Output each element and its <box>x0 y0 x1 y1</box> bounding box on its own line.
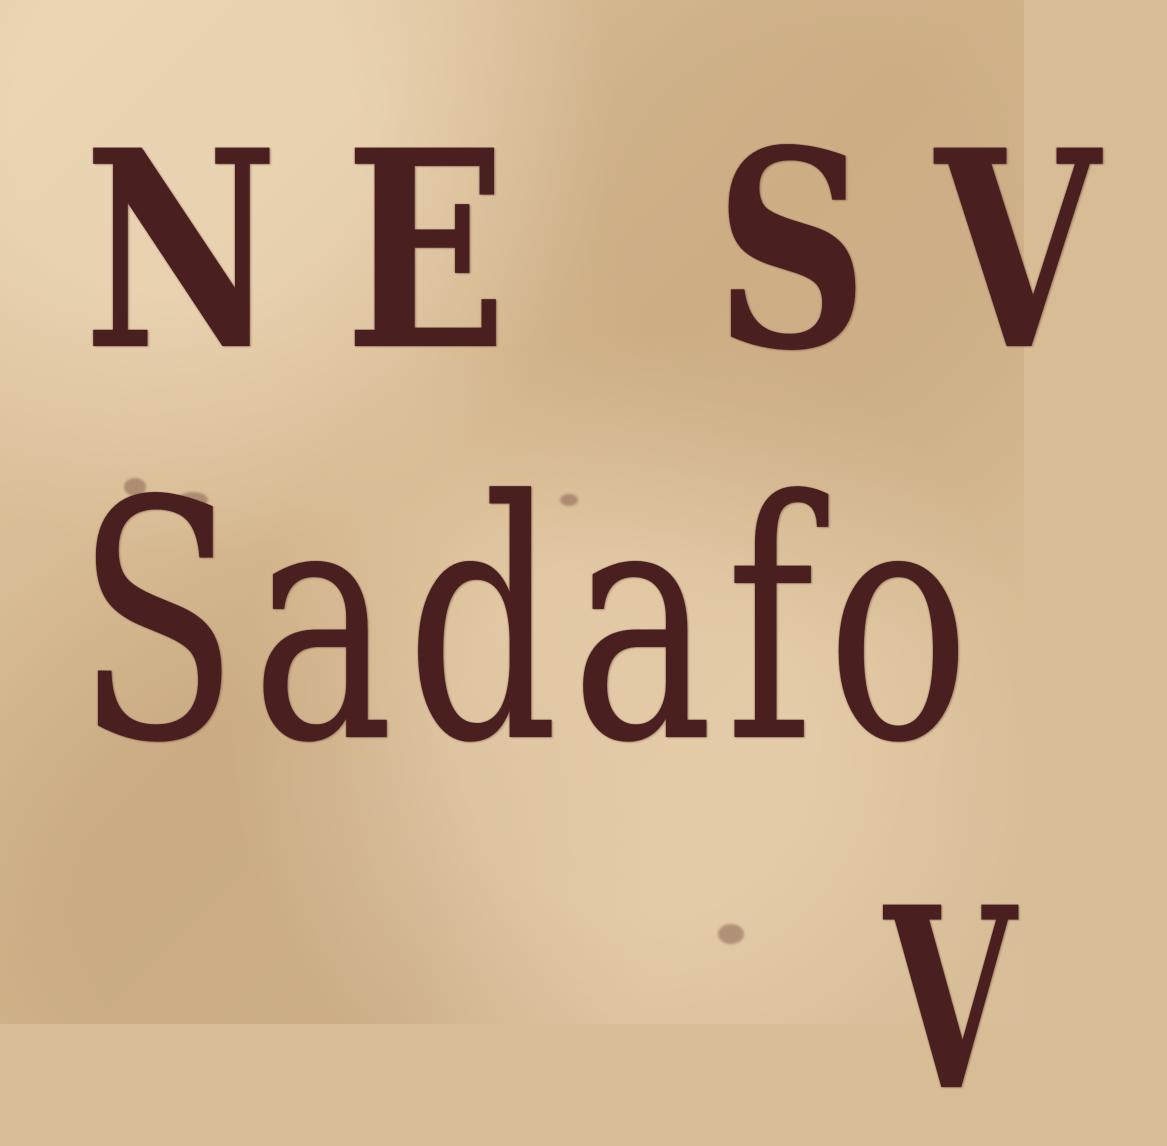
printed-heading-line: NE SV <box>84 92 1167 411</box>
printed-text-line: Sadafo <box>76 431 983 815</box>
partial-printed-letter: V <box>884 852 1016 1146</box>
paper-speck <box>718 924 744 944</box>
